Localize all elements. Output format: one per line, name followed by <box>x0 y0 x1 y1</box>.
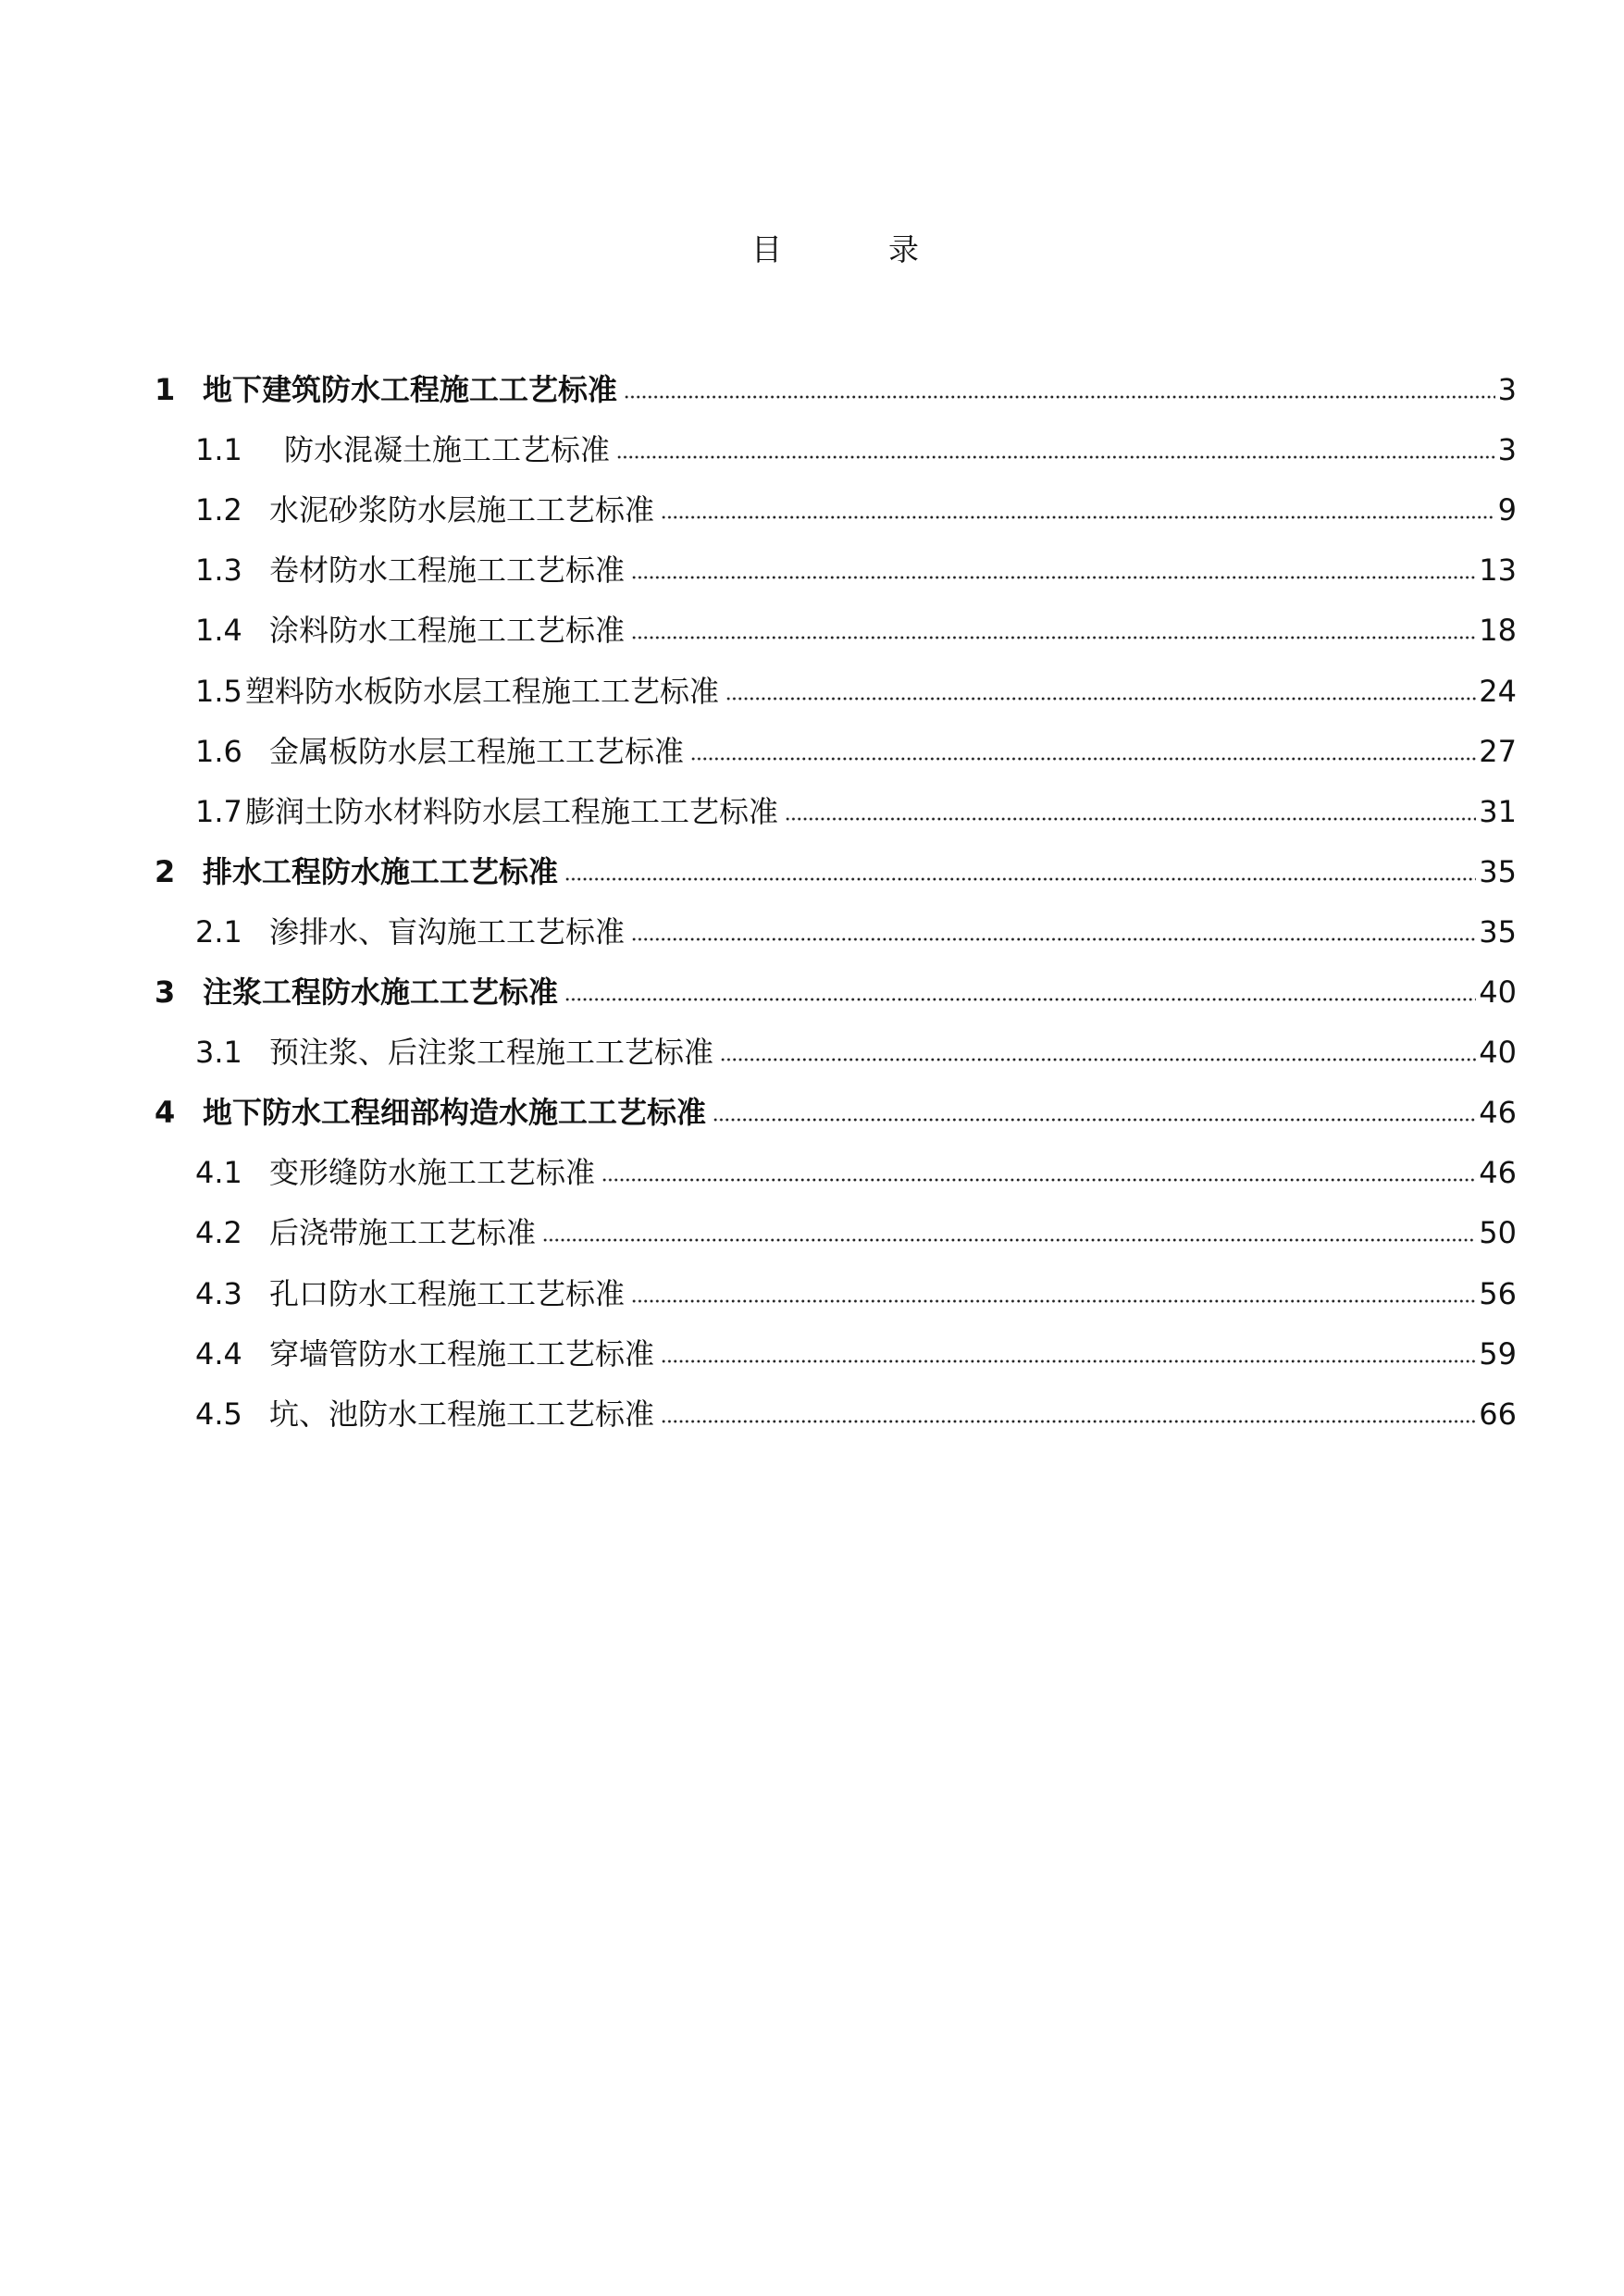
toc-entry-number: 2.1 <box>195 913 242 949</box>
toc-entry-title: 卷材防水工程施工工艺标准 <box>269 552 626 589</box>
toc-chapter-entry[interactable] <box>155 371 1517 408</box>
toc-entry-title: 塑料防水板防水层工程施工工艺标准 <box>245 673 720 709</box>
toc-entry-number: 1.4 <box>195 613 242 649</box>
toc-entry-page-number: 40 <box>1479 974 1517 1010</box>
dot-leader <box>785 817 1476 821</box>
toc-entry-title: 孔口防水工程施工工艺标准 <box>269 1275 626 1311</box>
toc-entry-page-number: 35 <box>1479 853 1517 889</box>
toc-entry-title: 防水混凝土施工工艺标准 <box>284 432 611 468</box>
dot-leader <box>542 1238 1476 1242</box>
toc-section-entry[interactable] <box>195 431 1517 468</box>
toc-entry-page-number: 40 <box>1479 1035 1517 1071</box>
toc-entry-title: 穿墙管防水工程施工工艺标准 <box>269 1335 655 1371</box>
toc-entry-page-number: 27 <box>1479 733 1517 769</box>
toc-entry-page-number: 31 <box>1479 793 1517 829</box>
toc-entry-title: 排水工程防水施工工艺标准 <box>203 853 559 889</box>
toc-entry-page-number: 59 <box>1479 1335 1517 1371</box>
toc-section-entry[interactable] <box>195 1396 1517 1433</box>
dot-leader <box>661 515 1495 519</box>
toc-entry-number: 4.3 <box>195 1275 242 1311</box>
toc-section-entry[interactable] <box>195 1335 1517 1372</box>
toc-section-entry[interactable] <box>195 1214 1517 1251</box>
dot-leader <box>720 1058 1476 1061</box>
toc-entry-number: 1 <box>155 372 176 407</box>
toc-entry-number: 1.2 <box>195 492 242 528</box>
toc-section-entry[interactable] <box>195 552 1517 589</box>
dot-leader <box>631 937 1476 941</box>
toc-entry-page-number: 18 <box>1479 613 1517 649</box>
toc-entry-title: 预注浆、后注浆工程施工工艺标准 <box>269 1035 714 1071</box>
toc-section-entry[interactable] <box>195 1034 1517 1071</box>
toc-entry-number: 4.2 <box>195 1215 242 1251</box>
dot-leader <box>564 877 1476 881</box>
toc-entry-number: 4.4 <box>195 1335 242 1371</box>
toc-entry-number: 3 <box>155 974 176 1010</box>
toc-entry-number: 1.1 <box>195 432 242 468</box>
toc-entry-page-number: 66 <box>1479 1396 1517 1432</box>
toc-section-entry[interactable] <box>195 612 1517 649</box>
toc-entry-title: 坑、池防水工程施工工艺标准 <box>269 1396 655 1432</box>
toc-entry-title: 地下建筑防水工程施工工艺标准 <box>203 372 618 407</box>
dot-leader <box>631 576 1476 579</box>
dot-leader <box>713 1118 1476 1122</box>
toc-section-entry[interactable] <box>195 793 1517 830</box>
toc-entry-page-number: 9 <box>1497 492 1517 528</box>
toc-entry-number: 2 <box>155 853 176 889</box>
toc-entry-title: 渗排水、盲沟施工工艺标准 <box>269 913 626 949</box>
toc-entry-number: 1.3 <box>195 552 242 589</box>
toc-entry-number: 1.6 <box>195 733 242 769</box>
toc-entry-page-number: 24 <box>1479 673 1517 709</box>
dot-leader <box>631 636 1476 639</box>
toc-chapter-entry[interactable] <box>155 853 1517 890</box>
toc-entry-page-number: 56 <box>1479 1275 1517 1311</box>
toc-section-entry[interactable] <box>195 1154 1517 1191</box>
toc-section-entry[interactable] <box>195 1275 1517 1312</box>
toc-entry-number: 4 <box>155 1095 176 1131</box>
dot-leader <box>725 697 1476 701</box>
toc-heading: 目录 <box>751 231 1025 267</box>
dot-leader <box>661 1359 1476 1363</box>
dot-leader <box>601 1178 1476 1182</box>
dot-leader <box>624 395 1495 399</box>
toc-entry-number: 4.5 <box>195 1396 242 1432</box>
toc-entry-title: 水泥砂浆防水层施工工艺标准 <box>269 492 655 528</box>
toc-entry-number: 1.5 <box>195 673 242 709</box>
dot-leader <box>661 1420 1476 1423</box>
toc-entry-page-number: 46 <box>1479 1095 1517 1131</box>
toc-section-entry[interactable] <box>195 733 1517 770</box>
toc-section-entry[interactable] <box>195 913 1517 950</box>
toc-chapter-entry[interactable] <box>155 1094 1517 1131</box>
toc-entry-title: 后浇带施工工艺标准 <box>269 1215 537 1251</box>
toc-entry-number: 1.7 <box>195 793 242 829</box>
toc-entry-number: 3.1 <box>195 1035 242 1071</box>
dot-leader <box>616 455 1495 459</box>
toc-entry-title: 变形缝防水施工工艺标准 <box>269 1155 596 1191</box>
toc-entry-title: 地下防水工程细部构造水施工工艺标准 <box>203 1095 707 1131</box>
toc-section-entry[interactable] <box>195 491 1517 528</box>
toc-entry-title: 涂料防水工程施工工艺标准 <box>269 613 626 649</box>
toc-entry-page-number: 35 <box>1479 913 1517 949</box>
toc-entry-title: 膨润土防水材料防水层工程施工工艺标准 <box>245 793 779 829</box>
toc-entry-page-number: 46 <box>1479 1155 1517 1191</box>
dot-leader <box>690 757 1476 761</box>
toc-section-entry[interactable] <box>195 673 1517 710</box>
toc-entry-page-number: 13 <box>1479 552 1517 589</box>
toc-entry-page-number: 3 <box>1497 372 1517 407</box>
toc-chapter-entry[interactable] <box>155 974 1517 1011</box>
dot-leader <box>564 998 1476 1001</box>
toc-entry-title: 金属板防水层工程施工工艺标准 <box>269 733 685 769</box>
toc-entry-page-number: 50 <box>1479 1215 1517 1251</box>
toc-entry-title: 注浆工程防水施工工艺标准 <box>203 974 559 1010</box>
toc-entry-number: 4.1 <box>195 1155 242 1191</box>
dot-leader <box>631 1299 1476 1303</box>
toc-entry-page-number: 3 <box>1497 432 1517 468</box>
